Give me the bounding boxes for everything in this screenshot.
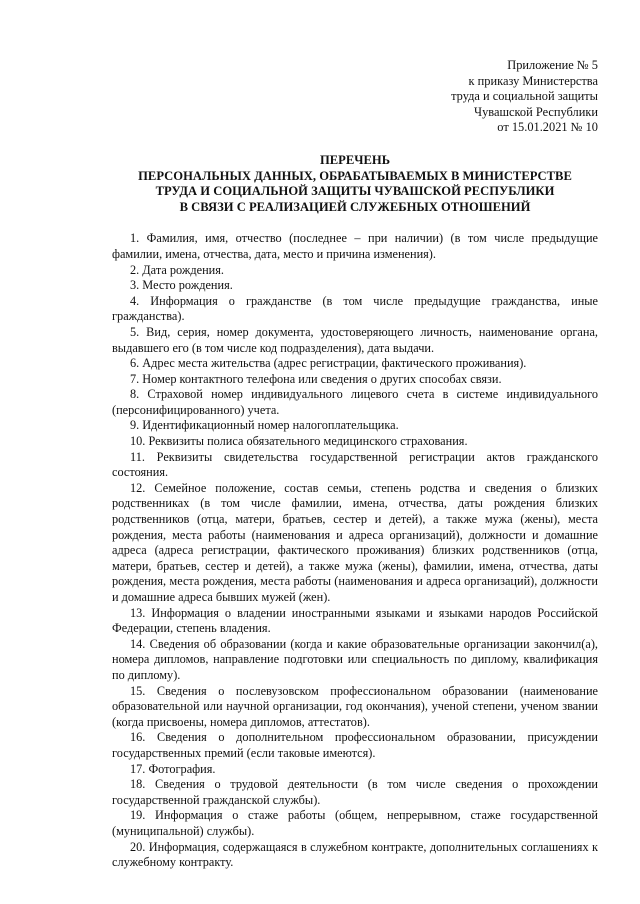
list-item: 11. Реквизиты свидетельства государственной регистрации актов гражданского состояния. — [112, 449, 598, 480]
list-item: 13. Информация о владении иностранными языками и языками народов Российской Федерации, степень владения. — [112, 605, 598, 636]
list-item: 12. Семейное положение, состав семьи, степень родства и сведения о близких родственниках (в том числе фамилии, имена, отчества, даты рождения близких родственников (отца, матери, братьев, сестер и детей), а также мужа (жены), места рождения, места работы (наименования и адреса организаций), должности и домашние адреса (адреса регистрации, фактического проживания) близких родственников (отца, матери, братьев, сестер и детей), а также мужа (жены), фамилии, имена, отчества, даты рождения, места рождения, места работы (наименования и адреса организаций), должности и домашние адреса бывших мужей (жен). — [112, 480, 598, 604]
title-line: ПЕРЕЧЕНЬ — [319, 152, 391, 167]
annex-line: Приложение № 5 — [507, 58, 598, 72]
list-item: 1. Фамилия, имя, отчество (последнее – при наличии) (в том числе предыдущие фамилии, имена, отчества, дата, место и причина изменения). — [112, 231, 598, 261]
annex-header — [112, 58, 598, 136]
list-item: 8. Страховой номер индивидуального лицевого счета в системе индивидуального (персонифицированного) учета. — [112, 387, 598, 417]
list-item: 15. Сведения о послевузовском профессиональном образовании (наименование образовательной или научной организации, год окончания), ученой степени, ученом звании (когда присвоены, номера дипломов, аттестатов). — [112, 683, 598, 729]
title-line: В СВЯЗИ С РЕАЛИЗАЦИЕЙ СЛУЖЕБНЫХ ОТНОШЕНИЙ — [179, 199, 531, 214]
list-item: 19. Информация о стаже работы (общем, непрерывном, стаже государственной (муниципальной) службы). — [112, 808, 598, 838]
annex-line: к приказу Министерства — [468, 73, 598, 88]
list-item: 18. Сведения о трудовой деятельности (в том числе сведения о прохождении государственной гражданской службы). — [112, 777, 598, 807]
title-line: ПЕРСОНАЛЬНЫХ ДАННЫХ, ОБРАБАТЫВАЕМЫХ В МИНИСТЕРСТВЕ — [138, 168, 572, 183]
annex-line: труда и социальной защиты — [451, 89, 598, 104]
list-item: 4. Информация о гражданстве (в том числе предыдущие гражданства, иные гражданства). — [112, 293, 598, 324]
list-item: 6. Адрес места жительства (адрес регистрации, фактического проживания). — [130, 356, 527, 371]
list-item: 20. Информация, содержащаяся в служебном контракте, дополнительных соглашениях к служебному контракту. — [112, 839, 598, 870]
list-item: 2. Дата рождения. — [130, 262, 224, 277]
list-item: 17. Фотография. — [130, 761, 216, 776]
annex-line: Чувашской Республики — [474, 104, 598, 119]
list-item: 9. Идентификационный номер налогоплательщика. — [130, 418, 399, 433]
title-line: ТРУДА И СОЦИАЛЬНОЙ ЗАЩИТЫ ЧУВАШСКОЙ РЕСПУБЛИКИ — [155, 184, 555, 199]
list-item: 7. Номер контактного телефона или сведения о других способах связи. — [130, 371, 502, 386]
annex-line: от 15.01.2021 № 10 — [497, 120, 598, 135]
list-item: 10. Реквизиты полиса обязательного медицинского страхования. — [130, 434, 468, 449]
document-title — [112, 153, 598, 215]
list-item: 3. Место рождения. — [130, 278, 233, 293]
personal-data-list — [112, 231, 598, 870]
list-item: 14. Сведения об образовании (когда и какие образовательные организации закончил(а), номера дипломов, направление подготовки или специальность по диплому, квалификация по диплому). — [112, 636, 598, 682]
list-item: 5. Вид, серия, номер документа, удостоверяющего личность, наименование органа, выдавшего его (в том числе код подразделения), дата выдачи. — [112, 324, 598, 355]
list-item: 16. Сведения о дополнительном профессиональном образовании, присуждении государственных премий (если таковые имеются). — [112, 730, 598, 760]
